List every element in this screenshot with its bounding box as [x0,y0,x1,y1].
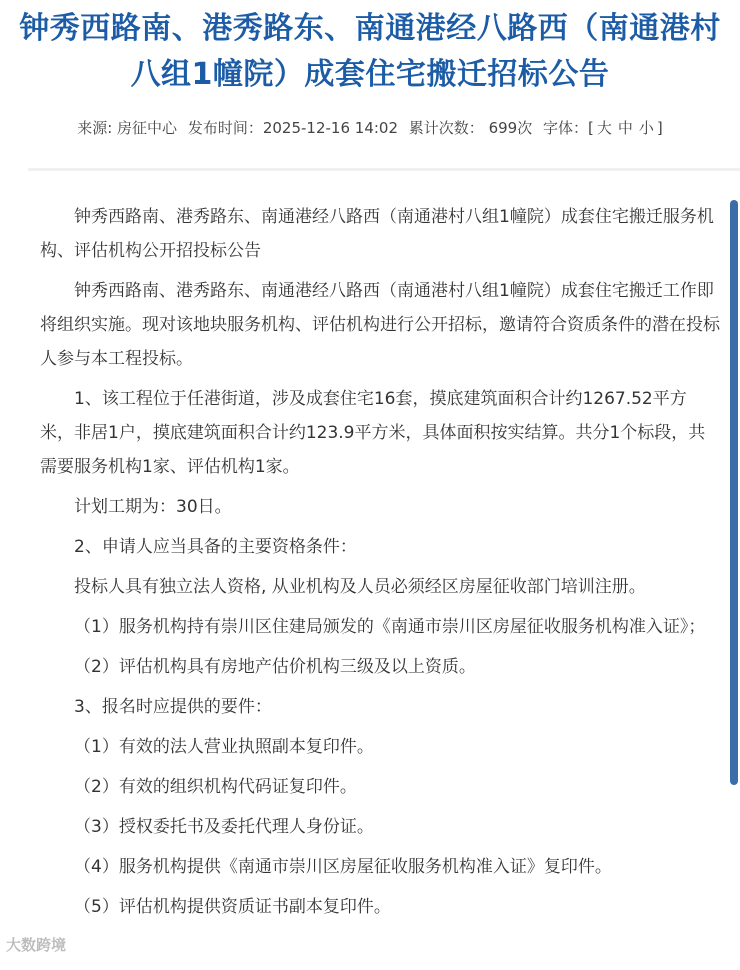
paragraph: （5）评估机构提供资质证书副本复印件。 [74,897,391,917]
paragraph: 投标人具有独立法人资格, 从业机构及人员必须经区房屋征收部门培训注册。 [74,577,646,597]
font-large-link[interactable]: 大 [596,119,612,137]
font-medium-link[interactable]: 中 [617,119,633,137]
scrollbar[interactable] [728,180,740,970]
paragraph: （3）授权委托书及委托代理人身份证。 [74,817,374,837]
divider [28,168,740,171]
article-body [40,200,720,930]
paragraph: 钟秀西路南、港秀路东、南通港经八路西（南通港村八组1幢院）成套住宅搬迁工作即将组织实施。现对该地块服务机构、评估机构进行公开招标，邀请符合资质条件的潜在投标人参与本工程投标。 [40,281,720,369]
paragraph: （4）服务机构提供《南通市崇川区房屋征收服务机构准入证》复印件。 [74,857,612,877]
paragraph: （2）有效的组织机构代码证复印件。 [74,777,357,797]
scrollbar-thumb[interactable] [730,200,738,785]
view-count: 累计次数： 699次 [408,119,533,137]
paragraph: （2）评估机构具有房地产估价机构三级及以上资质。 [74,657,476,677]
watermark-logo: 大数跨境 [6,936,67,954]
paragraph: （1）有效的法人营业执照副本复印件。 [74,737,374,757]
paragraph: 计划工期为：30日。 [74,497,232,517]
paragraph: 钟秀西路南、港秀路东、南通港经八路西（南通港村八组1幢院）成套住宅搬迁服务机构、评估机构公开招投标公告 [40,207,714,261]
paragraph: 2、申请人应当具备的主要资格条件： [74,537,357,557]
article-meta [0,117,740,138]
publish-time: 发布时间：2025-12-16 14:02 [187,119,399,137]
page-title: 钟秀西路南、港秀路东、南通港经八路西（南通港村八组1幢院）成套住宅搬迁招标公告 [19,11,721,92]
paragraph: （1）服务机构持有崇川区住建局颁发的《南通市崇川区房屋征收服务机构准入证》； [74,617,706,637]
font-size-close: ] [656,119,663,137]
source: 来源: 房征中心 [77,119,178,137]
paragraph: 3、报名时应提供的要件： [74,697,272,717]
font-size-label: 字体：[ [542,119,594,137]
font-small-link[interactable]: 小 [638,119,654,137]
paragraph: 1、该工程位于任港街道，涉及成套住宅16套，摸底建筑面积合计约1267.52平方米，非居1户，摸底建筑面积合计约123.9平方米，具体面积按实结算。共分1个标段，共需要服务机构1家、评估机构1家。 [40,389,706,477]
